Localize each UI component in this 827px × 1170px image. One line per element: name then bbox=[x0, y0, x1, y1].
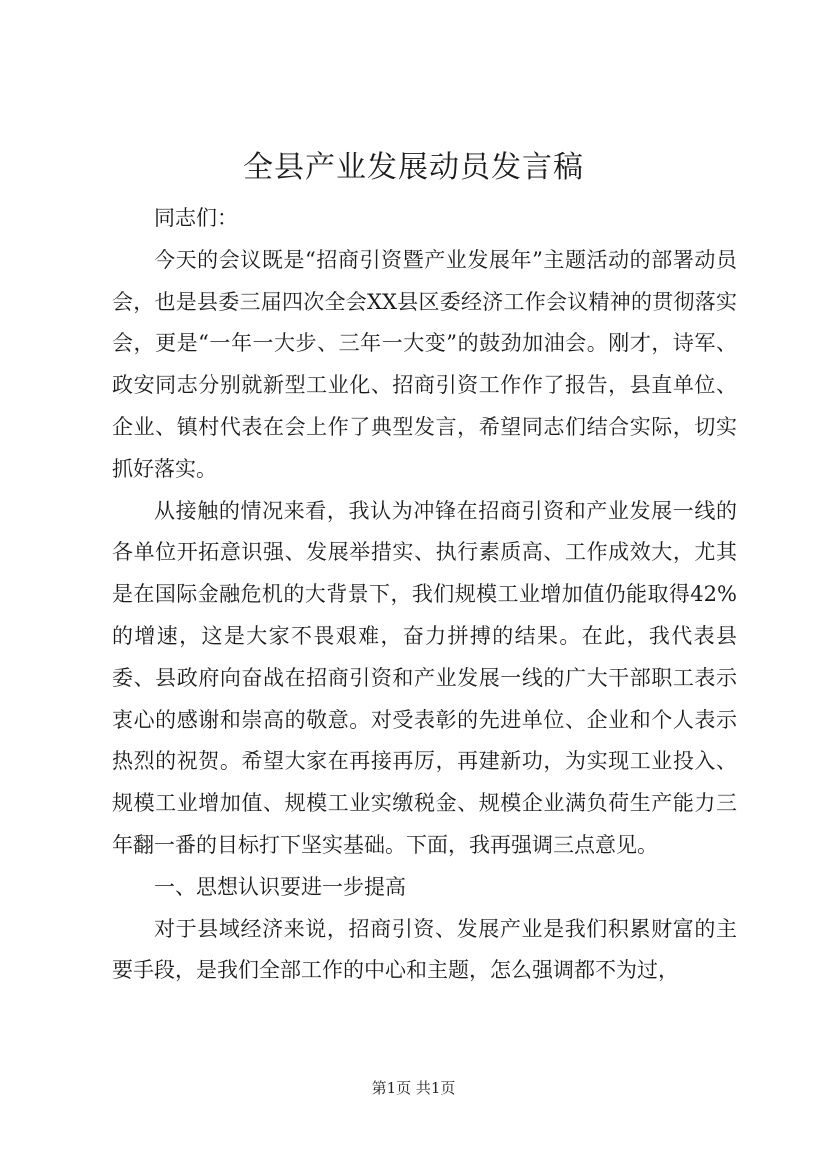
section-paragraph: 对于县域经济来说，招商引资、发展产业是我们积累财富的主要手段，是我们全部工作的中心和主题，怎么强调都不为过， bbox=[112, 916, 737, 983]
document-title: 全县产业发展动员发言稿 bbox=[243, 150, 584, 185]
document-body bbox=[112, 198, 737, 992]
section-heading: 一、思想认识要进一步提高 bbox=[154, 874, 406, 899]
paragraph-2: 从接触的情况来看，我认为冲锋在招商引资和产业发展一线的各单位开拓意识强、发展举措实、执行素质高、工作成效大，尤其是在国际金融危机的大背景下，我们规模工业增加值仍能取得42%的增速，这是大家不畏艰难，奋力拼搏的结果。在此，我代表县委、县政府向奋战在招商引资和产业发展一线的广大干部职工表示衷心的感谢和崇高的敬意。对受表彰的先进单位、企业和个人表示热烈的祝贺。希望大家在再接再厉，再建新功，为实现工业投入、规模工业增加值、规模工业实缴税金、规模企业满负荷生产能力三年翻一番的目标打下坚实基础。下面，我再强调三点意见。 bbox=[112, 498, 737, 857]
page-number-footer: 第1页 共1页 bbox=[371, 1079, 456, 1097]
salutation: 同志们： bbox=[154, 206, 238, 230]
paragraph-1: 今天的会议既是“招商引资暨产业发展年”主题活动的部署动员会，也是县委三届四次全会XX县区委经济工作会议精神的贯彻落实会，更是“一年一大步、三年一大变”的鼓劲加油会。刚才，诗军、政安同志分别就新型工业化、招商引资工作作了报告，县直单位、企业、镇村代表在会上作了典型发言，希望同志们结合实际，切实抓好落实。 bbox=[112, 247, 737, 481]
